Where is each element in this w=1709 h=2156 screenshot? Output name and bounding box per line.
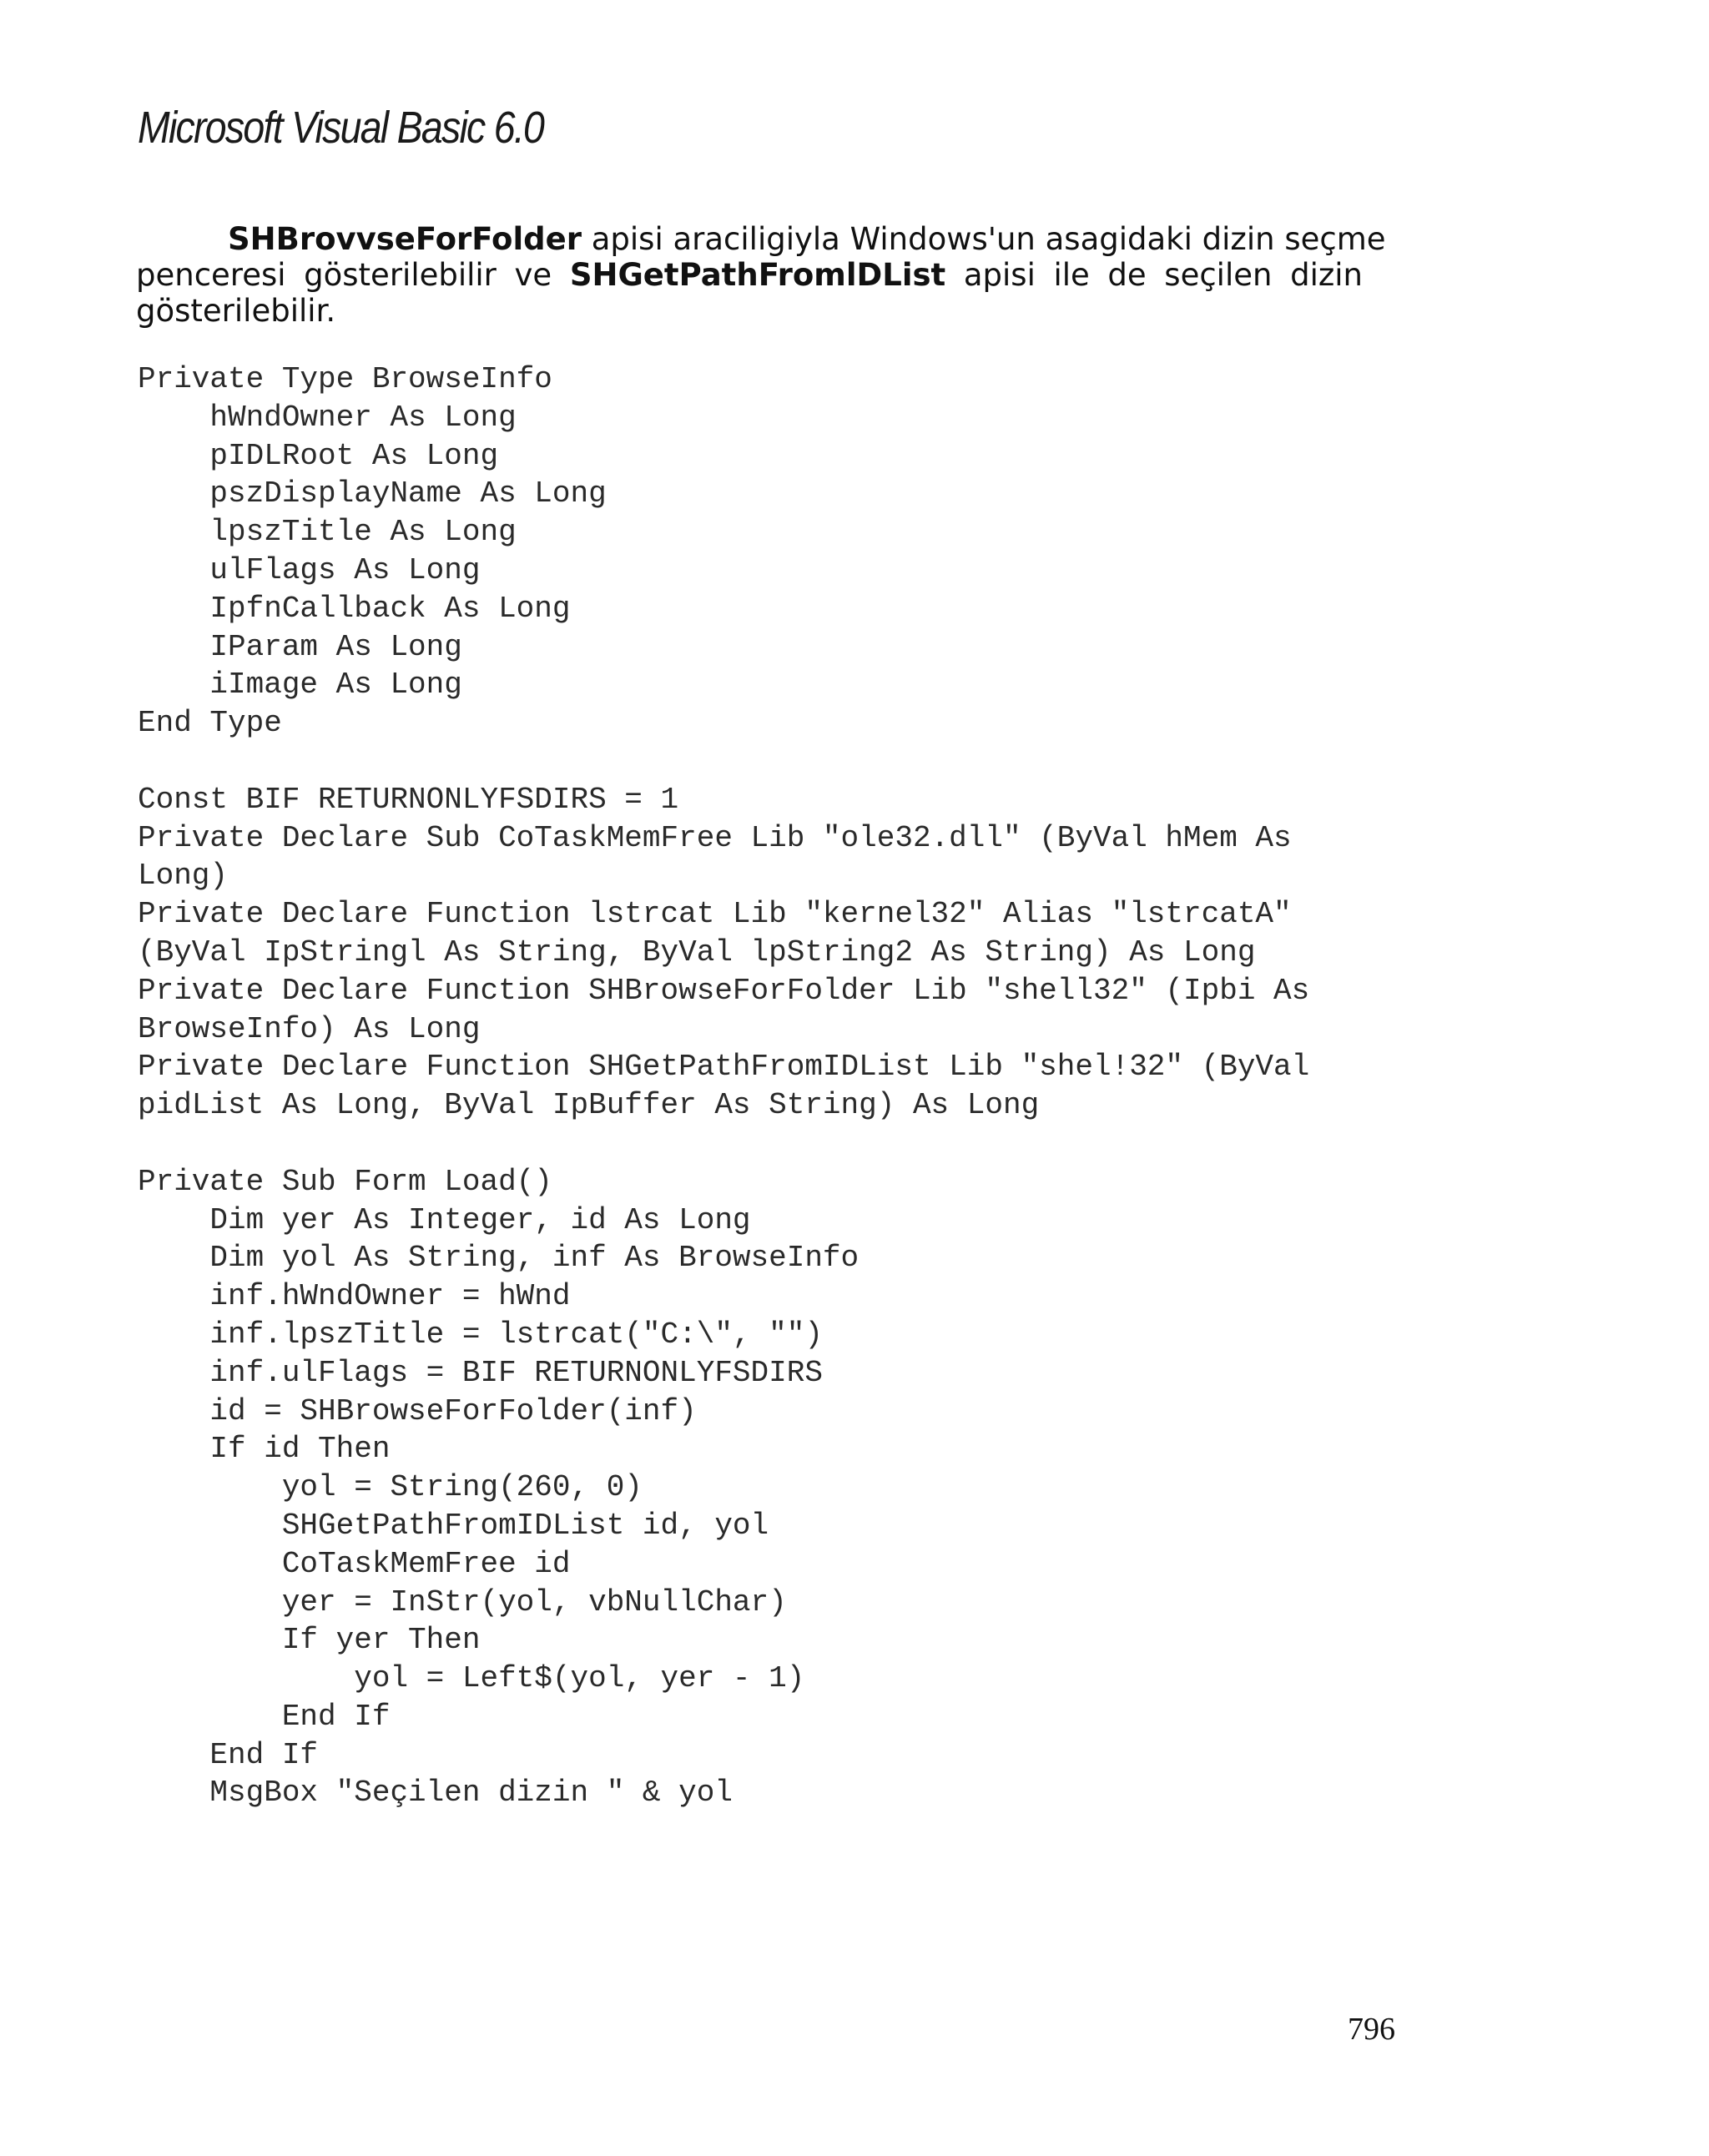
code-line: If yer Then: [138, 1623, 481, 1658]
code-line: yol = Left$(yol, yer - 1): [138, 1661, 805, 1696]
code-line: Private Sub Form Load(): [138, 1164, 552, 1199]
api-name-browse: SHBrovvseForFolder: [228, 221, 582, 257]
intro-line-3: gösterilebilir.: [136, 293, 336, 329]
code-line: Dim yol As String, inf As BrowseInfo: [138, 1241, 860, 1276]
code-line: Private Type BrowseInfo: [138, 362, 552, 396]
code-line: Private Declare Function SHBrowseForFolder Lib "shell32" (Ipbi As: [138, 973, 1310, 1008]
intro-text-2-tail: apisi ile de seçilen dizin: [945, 257, 1364, 293]
code-line: pidList As Long, ByVal IpBuffer As String) As Long: [138, 1088, 1040, 1123]
code-line: id = SHBrowseForFolder(inf): [138, 1393, 697, 1428]
code-line: iImage As Long: [138, 667, 462, 703]
code-line: End Type: [138, 706, 282, 741]
code-line: Private Declare Function lstrcat Lib "kernel32" Alias "lstrcatA": [138, 897, 1292, 932]
code-line: CoTaskMemFree id: [138, 1546, 571, 1581]
code-line: IpfnCallback As Long: [138, 591, 571, 626]
code-line: [138, 1125, 1309, 1163]
code-line: End If: [138, 1737, 319, 1772]
code-line: pIDLRoot As Long: [138, 438, 499, 473]
code-line: Dim yer As Integer, id As Long: [138, 1202, 751, 1237]
code-line: Private Declare Sub CoTaskMemFree Lib "ole32.dll" (ByVal hMem As: [138, 820, 1292, 855]
code-line: inf.hWndOwner = hWnd: [138, 1279, 571, 1314]
code-line: lpszTitle As Long: [138, 515, 517, 550]
code-line: SHGetPathFromIDList id, yol: [138, 1508, 769, 1543]
intro-paragraph: [136, 221, 1386, 329]
code-line: yol = String(260, 0): [138, 1470, 643, 1505]
intro-line-2: [136, 257, 1363, 293]
code-line: [138, 743, 1309, 781]
code-line: hWndOwner As Long: [138, 400, 517, 435]
code-line: If id Then: [138, 1432, 391, 1467]
code-line: ulFlags As Long: [138, 552, 481, 587]
api-name-getpath: SHGetPathFromlDList: [569, 257, 946, 293]
code-line: MsgBox "Seçilen dizin " & yol: [138, 1776, 733, 1811]
intro-line-1: [136, 221, 1386, 257]
book-title: Microsoft Visual Basic 6.0: [138, 103, 544, 153]
code-line: pszDisplayName As Long: [138, 476, 607, 511]
code-line: Private Declare Function SHGetPathFromIDList Lib "shel!32" (ByVal: [138, 1050, 1310, 1085]
code-listing: [138, 360, 1309, 1812]
code-line: (ByVal IpStringl As String, ByVal lpString2 As String) As Long: [138, 934, 1256, 970]
code-line: inf.ulFlags = BIF RETURNONLYFSDIRS: [138, 1355, 823, 1390]
page-number: 796: [1348, 2012, 1395, 2047]
code-line: IParam As Long: [138, 629, 462, 664]
code-line: Long): [138, 859, 229, 894]
code-line: yer = InStr(yol, vbNullChar): [138, 1584, 787, 1620]
code-line: BrowseInfo) As Long: [138, 1011, 481, 1046]
code-line: inf.lpszTitle = lstrcat("C:\", ""): [138, 1317, 823, 1352]
code-line: End If: [138, 1699, 391, 1734]
intro-text-2: penceresi gösterilebilir ve: [136, 257, 570, 293]
code-line: Const BIF RETURNONLYFSDIRS = 1: [138, 782, 679, 817]
intro-text-1: apisi araciligiyla Windows'un asagidaki dizin seçme: [581, 221, 1386, 257]
